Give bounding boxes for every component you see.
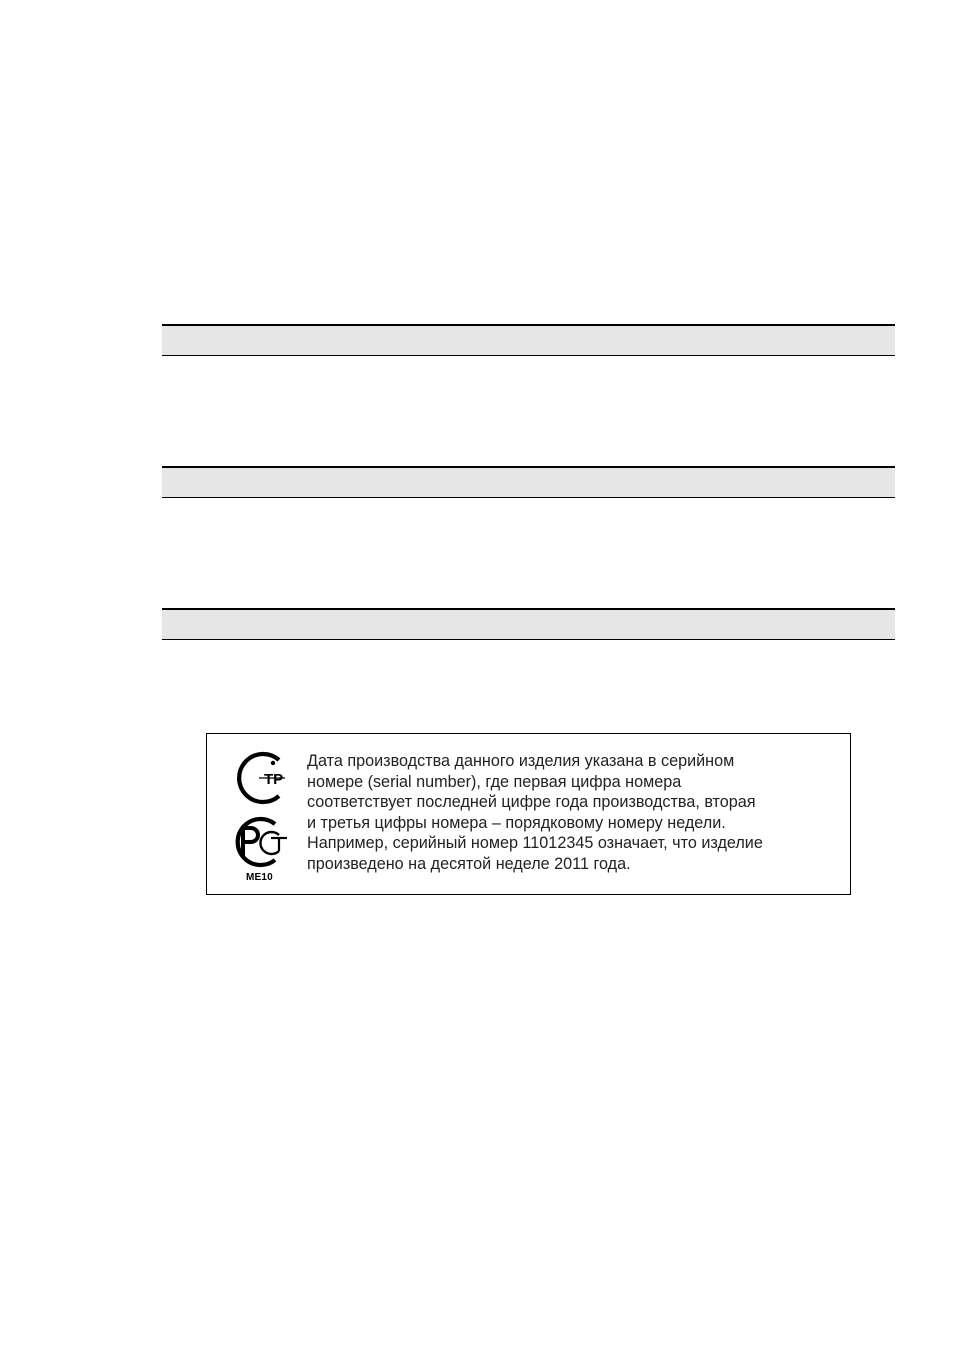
production-date-notice-text: [307, 751, 839, 875]
notice-line-6: произведено на десятой неделе 2011 года.: [307, 854, 631, 873]
section-header-bar-1: [162, 324, 895, 356]
notice-line-4: и третья цифры номера – порядковому номеру недели.: [307, 813, 726, 832]
notice-line-5: Например, серийный номер 11012345 означает, что изделие: [307, 834, 763, 853]
notice-line-3: соответствует последней цифре года производства, вторая: [307, 793, 756, 812]
eac-certification-icon: [229, 748, 293, 808]
certification-marks: [229, 748, 299, 888]
production-date-notice-box: [206, 733, 851, 895]
section-header-bar-3: [162, 608, 895, 640]
section-header-bar-2: [162, 466, 895, 498]
pct-mark-letters: РСТ: [229, 814, 231, 815]
certification-code: ME10: [246, 872, 273, 883]
notice-line-1: Дата производства данного изделия указана в серийном: [307, 752, 735, 770]
eac-mark-letters: ТР: [264, 771, 284, 788]
notice-line-2: номере (serial number), где первая цифра номера: [307, 772, 682, 791]
pct-certification-icon: [229, 814, 293, 870]
